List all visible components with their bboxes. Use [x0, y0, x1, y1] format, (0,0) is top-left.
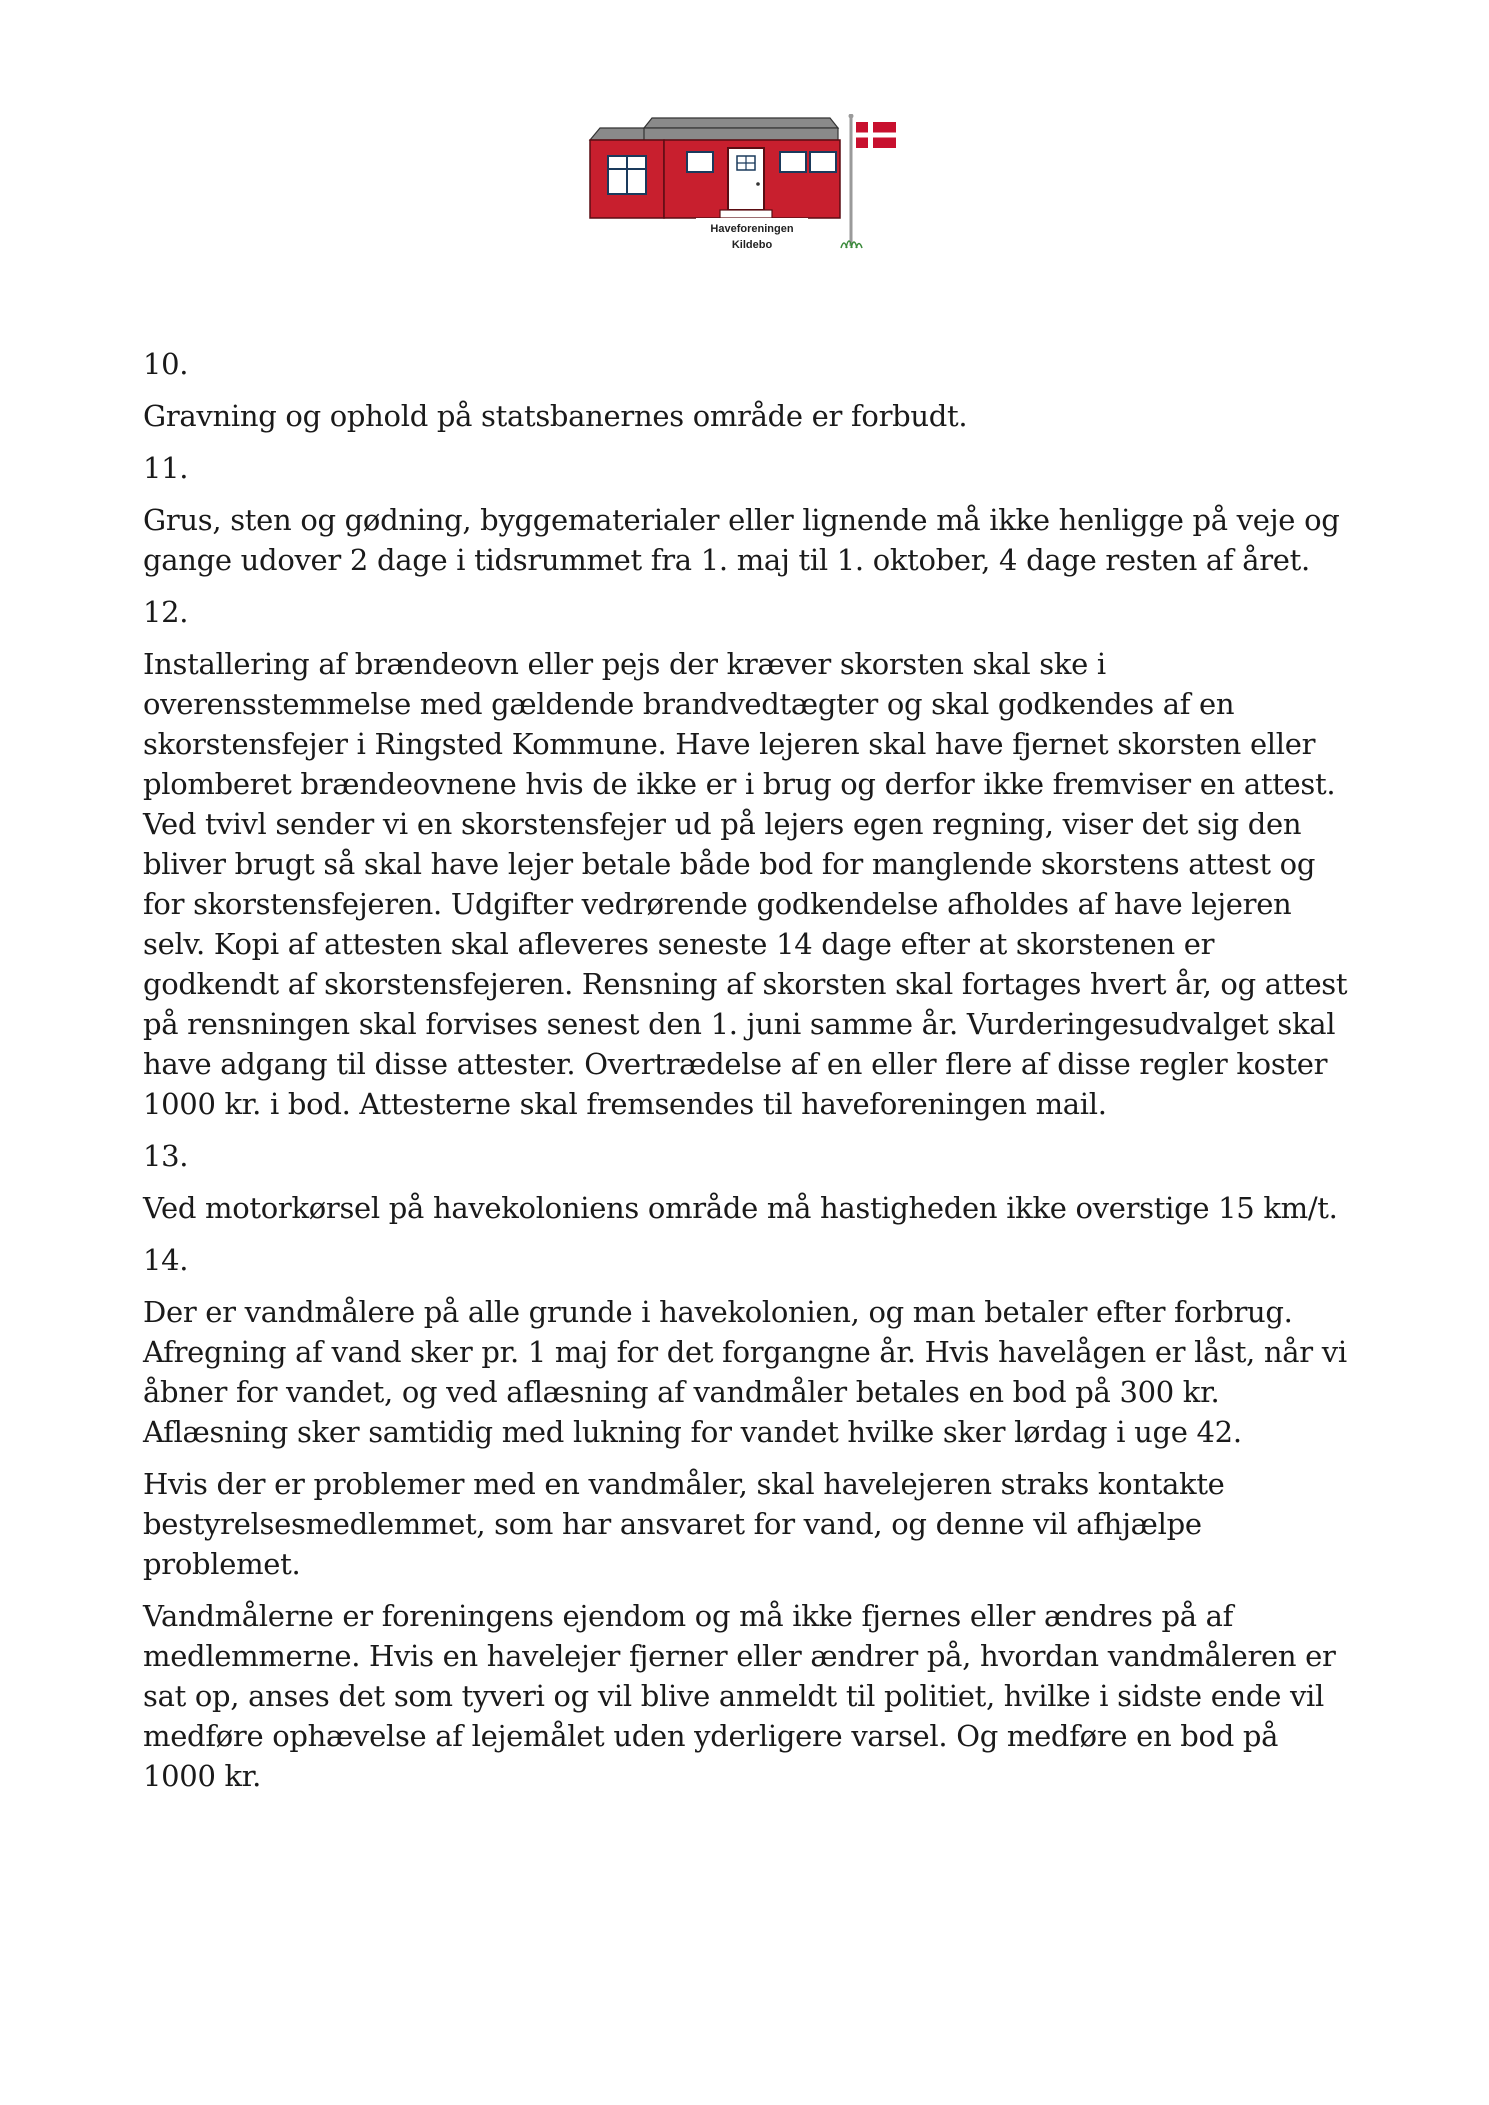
section-paragraph: Der er vandmålere på alle grunde i havekolonien, og man betaler efter forbrug. Afregning af vand sker pr. 1 maj for det forgangne år. Hvis havelågen er låst, når vi åbner for vandet, og ved aflæsning af vandmåler betales en bod på 300 kr. Aflæsning sker samtidig med lukning for vandet hvilke sker lørdag i uge 42.	[143, 1295, 1347, 1449]
section-paragraph: Grus, sten og gødning, byggematerialer eller lignende må ikke henligge på veje og gange udover 2 dage i tidsrummet fra 1. maj til 1. oktober, 4 dage resten af året.	[143, 503, 1340, 577]
document-body	[143, 344, 1358, 1808]
section-paragraph: Gravning og ophold på statsbanernes område er forbudt.	[143, 399, 968, 433]
danish-flag-icon	[856, 122, 896, 148]
section-number: 14.	[143, 1243, 189, 1277]
section-number: 10.	[143, 347, 189, 381]
section-number: 11.	[143, 451, 189, 485]
section-paragraph: Installering af brændeovn eller pejs der kræver skorsten skal ske i overensstemmelse med gældende brandvedtægter og skal godkendes af en skorstensfejer i Ringsted Kommune. Have lejeren skal have fjernet skorsten eller plomberet brændeovnene hvis de ikke er i brug og derfor ikke fremviser en attest. Ved tvivl sender vi en skorstensfejer ud på lejers egen regning, viser det sig den bliver brugt så skal have lejer betale både bod for manglende skorstens attest og for skorstensfejeren. Udgifter vedrørende godkendelse afholdes af have lejeren selv. Kopi af attesten skal afleveres seneste 14 dage efter at skorstenen er godkendt af skorstensfejeren. Rensning af skorsten skal fortages hvert år, og attest på rensningen skal forvises senest den 1. juni samme år. Vurderingesudvalget skal have adgang til disse attester. Overtrædelse af en eller flere af disse regler koster 1000 kr. i bod. Attesterne skal fremsendes til haveforeningen mail.	[143, 647, 1348, 1121]
logo-line-1: Haveforeningen	[710, 223, 794, 235]
logo-line-2: Kildebo	[731, 239, 773, 251]
section-paragraph: Vandmålerne er foreningens ejendom og må ikke fjernes eller ændres på af medlemmerne. Hvis en havelejer fjerner eller ændrer på, hvordan vandmåleren er sat op, anses det som tyveri og vil blive anmeldt til politiet, hvilke i sidste ende vil medføre ophævelse af lejemålet uden yderligere varsel. Og medføre en bod på 1000 kr.	[143, 1599, 1336, 1793]
association-logo	[586, 114, 904, 264]
section-number: 12.	[143, 595, 189, 629]
section-paragraph: Hvis der er problemer med en vandmåler, skal havelejeren straks kontakte bestyrelsesmedlemmet, som har ansvaret for vand, og denne vil afhjælpe problemet.	[143, 1467, 1225, 1581]
section-paragraph: Ved motorkørsel på havekoloniens område må hastigheden ikke overstige 15 km/t.	[143, 1191, 1338, 1225]
section-number: 13.	[143, 1139, 189, 1173]
